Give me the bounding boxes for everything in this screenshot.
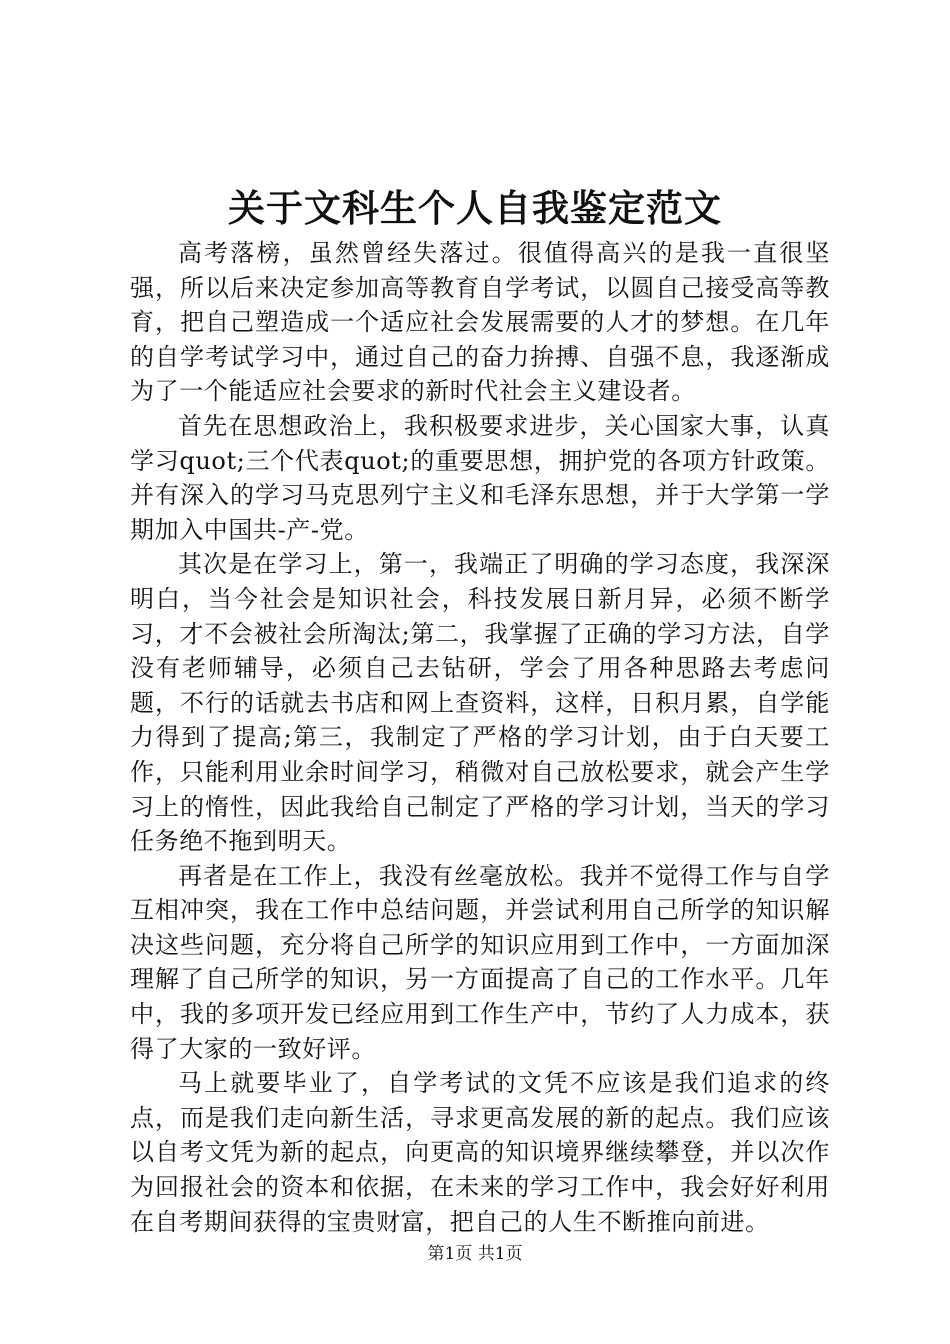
paragraph-4: 再者是在工作上，我没有丝毫放松。我并不觉得工作与自学互相冲突，我在工作中总结问题，并尝试利用自己所学的知识解决这些问题，充分将自己所学的知识应用到工作中，一方面加深理解了自己所学的知识，另一方面提高了自己的工作水平。几年中，我的多项开发已经应用到工作生产中，节约了人力成本，获得了大家的一致好评。 (130, 861, 830, 1063)
document-body (130, 236, 830, 1239)
paragraph-1: 高考落榜，虽然曾经失落过。很值得高兴的是我一直很坚强，所以后来决定参加高等教育自学考试，以圆自己接受高等教育，把自己塑造成一个适应社会发展需要的人才的梦想。在几年的自学考试学习中，通过自己的奋力拚搏、自强不息，我逐渐成为了一个能适应社会要求的新时代社会主义建设者。 (130, 239, 830, 406)
paragraph-5: 马上就要毕业了，自学考试的文凭不应该是我们追求的终点，而是我们走向新生活，寻求更高发展的新的起点。我们应该以自考文凭为新的起点，向更高的知识境界继续攀登，并以次作为回报社会的资本和依据，在未来的学习工作中，我会好好利用在自考期间获得的宝贵财富，把自己的人生不断推向前进。 (130, 1069, 830, 1236)
page-footer: 第1页 共1页 (427, 1244, 523, 1264)
document-title: 关于文科生个人自我鉴定范文 (228, 186, 722, 230)
paragraph-2: 首先在思想政治上，我积极要求进步，关心国家大事，认真学习quot;三个代表quot;的重要思想，拥护党的各项方针政策。并有深入的学习马克思列宁主义和毛泽东思想，并于大学第一学期加入中国共-产-党。 (130, 411, 830, 544)
paragraph-3: 其次是在学习上，第一，我端正了明确的学习态度，我深深明白，当今社会是知识社会，科技发展日新月异，必须不断学习，才不会被社会所淘汰;第二，我掌握了正确的学习方法，自学没有老师辅导，必须自己去钻研，学会了用各种思路去考虑问题，不行的话就去书店和网上查资料，这样，日积月累，自学能力得到了提高;第三，我制定了严格的学习计划，由于白天要工作，只能利用业余时间学习，稍微对自己放松要求，就会产生学习上的惰性，因此我给自己制定了严格的学习计划，当天的学习任务绝不拖到明天。 (130, 550, 830, 856)
